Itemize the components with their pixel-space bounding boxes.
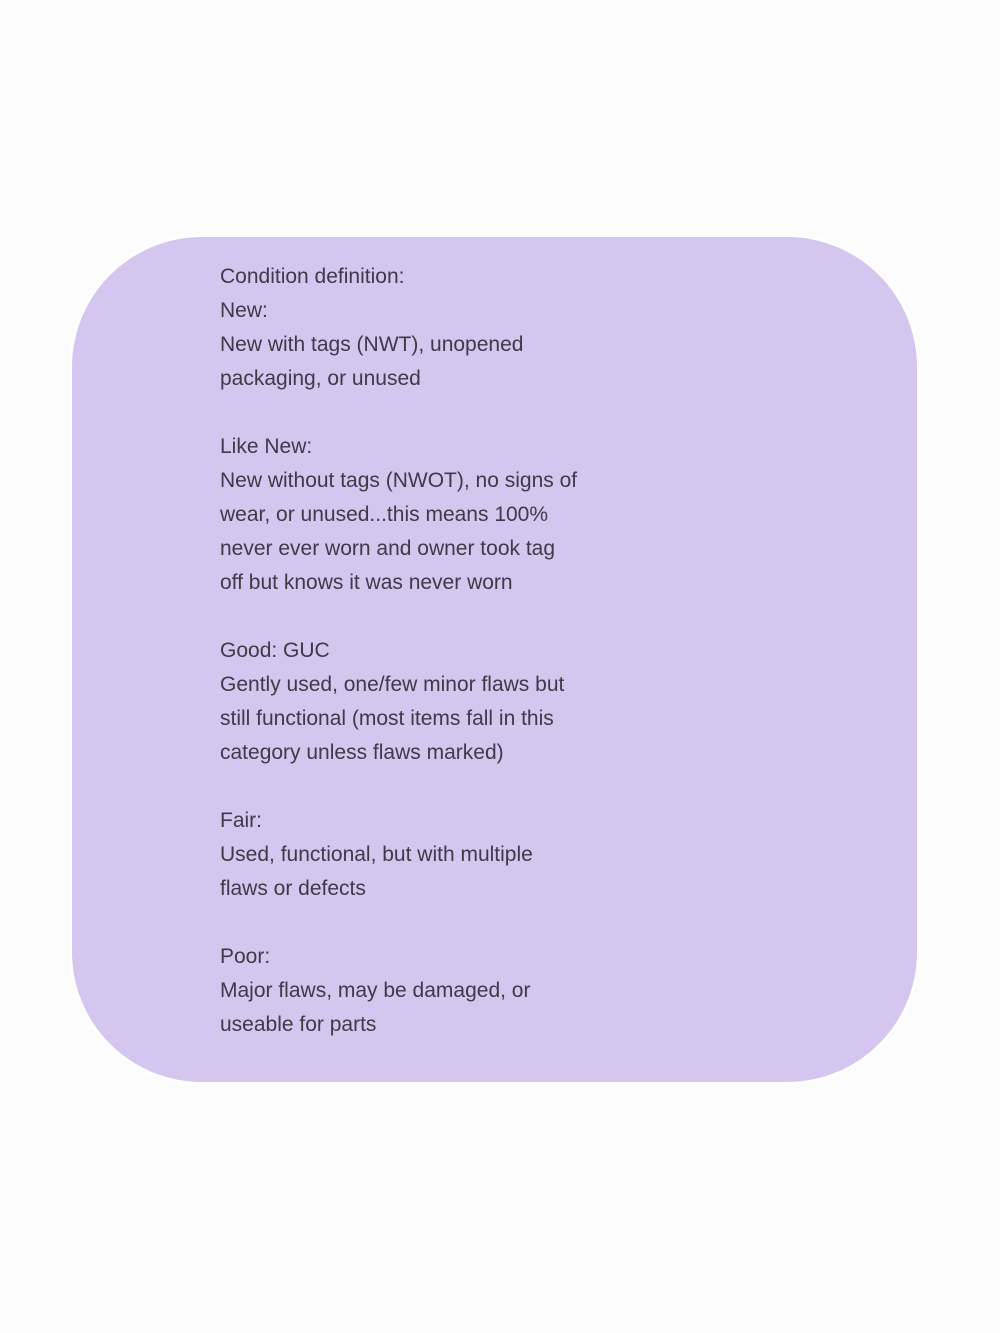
section-text-like-new-line-4: off but knows it was never worn — [220, 571, 513, 594]
spacer — [220, 770, 660, 804]
section-text-poor-line-1: Major flaws, may be damaged, or — [220, 979, 531, 1002]
spacer — [220, 906, 660, 940]
section-text-good-line-2: still functional (most items fall in this — [220, 707, 554, 730]
spacer — [220, 396, 660, 430]
section-text-like-new-line-1: New without tags (NWOT), no signs of — [220, 469, 578, 492]
section-title-like-new: Like New: — [220, 435, 313, 458]
section-text-poor-line-2: useable for parts — [220, 1013, 377, 1036]
section-text-new-line-2: packaging, or unused — [220, 367, 421, 390]
section-text-good-line-1: Gently used, one/few minor flaws but — [220, 673, 565, 696]
section-title-new: New: — [220, 299, 268, 322]
section-text-good-line-3: category unless flaws marked) — [220, 741, 504, 764]
section-title-good: Good: GUC — [220, 639, 330, 662]
section-title-fair: Fair: — [220, 809, 262, 832]
condition-definitions — [220, 260, 660, 1042]
section-text-like-new-line-3: never ever worn and owner took tag — [220, 537, 556, 560]
section-title-poor: Poor: — [220, 945, 271, 968]
spacer — [220, 600, 660, 634]
section-text-like-new-line-2: wear, or unused...this means 100% — [220, 503, 549, 526]
section-text-new-line-1: New with tags (NWT), unopened — [220, 333, 524, 356]
section-text-fair-line-1: Used, functional, but with multiple — [220, 843, 533, 866]
section-text-fair-line-2: flaws or defects — [220, 877, 366, 900]
heading: Condition definition: — [220, 265, 405, 288]
